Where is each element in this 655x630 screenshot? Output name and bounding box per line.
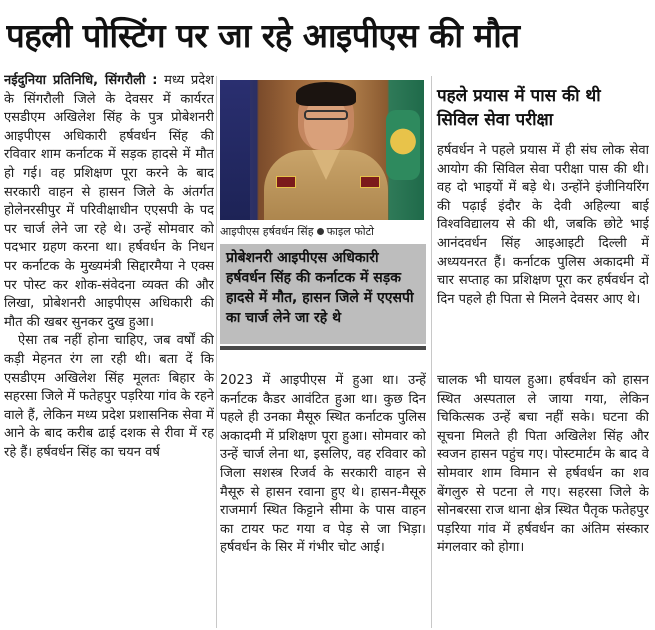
subhead-line-2: सिविल सेवा परीक्षा (437, 110, 554, 130)
paragraph-text: मध्य प्रदेश के सिंगरौली जिले के देवसर में कार्यरत एसडीएम अखिलेश सिंह के पुत्र प्रोबेशनरी आइपीएस अधिकारी हर्षवर्धन सिंह की रविवार शाम कर्नाटक में सड़क हादसे में मौत हो गई। वह प्रशिक्षण पूरा करने के बाद सरकारी वाहन से हासन जिले के अंतर्गत होलेनरसीपुर में परिवीक्षाधीन एएसपी के पद पर चार्ज लेने जा रहे थे। उन्हें सोमवार को पदभार ग्रहण करना था। हर्षवर्धन के निधन पर कर्नाटक के मुख्यमंत्री सिद्दारमैया ने एक्स पर पोस्ट कर शोक-संवेदना व्यक्त की और लिखा, प्रोबेशनरी आइपीएस अधिकारी की मौत की खबर सुनकर दुख हुआ। (4, 73, 214, 330)
bullet-icon (317, 228, 324, 235)
sidebar-body (437, 142, 649, 354)
article-column-3 (437, 372, 649, 628)
byline: नईदुनिया प्रतिनिधि, सिंगरौली : (4, 73, 158, 88)
photo-caption (220, 222, 426, 242)
sidebar-paragraph: हर्षवर्धन ने पहले प्रयास में ही संघ लोक सेवा आयोग की सिविल सेवा परीक्षा पास की थी। वह दो भाइयों में बड़े थे। उन्होंने इंजीनियरिंग की पढ़ाई इंदौर के देवी अहिल्या बाई विश्वविद्यालय से की थी, जबकि छोटे भाई आनंदवर्धन सिंह आइआइटी दिल्ली में अध्ययनरत हैं। कर्नाटक पुलिस अकादमी में चार सप्ताह का प्रशिक्षण पूरा कर हर्षवर्धन दो दिन पहले ही पिता से मिलने देवसर आए थे। (437, 143, 649, 307)
sidebar-subhead (437, 84, 649, 136)
glasses-shape (304, 110, 348, 120)
shoulder-badge-left (276, 176, 296, 188)
pull-quote-rule (220, 346, 426, 350)
caption-name: आइपीएस हर्षवर्धन सिंह (220, 225, 314, 238)
headline: पहली पोस्टिंग पर जा रहे आइपीएस की मौत (6, 16, 520, 55)
flag-shape (220, 80, 250, 220)
article-paragraph: चालक भी घायल हुआ। हर्षवर्धन को हासन स्थित अस्पताल ले जाया गया, लेकिन चिकित्सक उन्हें बचा नहीं सके। घटना की सूचना मिलते ही पिता अखिलेश सिंह और स्वजन हासन पहुंच गए। पोस्टमार्टम के बाद वे सोमवार शाम विमान से हर्षवर्धन का शव बेंगलुरु से पटना ले गए। सहरसा जिले के सोनबरसा राज थाना क्षेत्र स्थित पैतृक फतेहपुर पड़रिया गांव में हर्षवर्धन का अंतिम संस्कार मंगलवार को होगा। (437, 373, 649, 556)
column-divider (216, 76, 217, 628)
shoulder-badge-right (360, 176, 380, 188)
column-divider (431, 76, 432, 628)
article-column-1 (4, 72, 214, 628)
emblem-shape (386, 110, 420, 180)
article-paragraph: 2023 में आइपीएस में हुआ था। उन्हें कर्नाटक कैडर आवंटित हुआ था। कुछ दिन पहले ही उनका मैसूरु स्थित कर्नाटक पुलिस अकादमी में प्रशिक्षण पूरा हुआ। सोमवार को उन्हें चार्ज लेना था, इसलिए, वह रविवार को जिला सशस्त्र रिजर्व के सरकारी वाहन से मैसूरु से हासन रवाना हुए थे। हासन-मैसूरु राजमार्ग स्थित किट्टाने सीमा के पास वाहन का टायर फट गया व पेड़ से जा भिड़ा। हर्षवर्धन के सिर में गंभीर चोट आई। (220, 373, 426, 556)
pull-quote: प्रोबेशनरी आइपीएस अधिकारी हर्षवर्धन सिंह की कर्नाटक में सड़क हादसे में मौत, हासन जिले में एएसपी का चार्ज लेने जा रहे थे (220, 244, 426, 344)
hair-shape (296, 82, 356, 106)
article-paragraph (4, 72, 214, 332)
subhead-line-1: पहले प्रयास में पास की थी (437, 86, 601, 106)
article-column-2 (220, 372, 426, 628)
article-paragraph: ऐसा तब नहीं होना चाहिए, जब वर्षों की कड़ी मेहनत रंग ला रही थी। बता दें कि एसडीएम अखिलेश सिंह मूलतः बिहार के सहरसा जिले में फतेहपुर पड़रिया गांव के रहने वाले हैं, लेकिन मध्य प्रदेश प्रशासनिक सेवा में आने के बाद करीब ढाई दशक से रीवा में रह रहे हैं। हर्षवर्धन सिंह का चयन वर्ष (4, 333, 214, 460)
officer-photo (220, 80, 424, 220)
caption-credit: फाइल फोटो (326, 225, 374, 238)
